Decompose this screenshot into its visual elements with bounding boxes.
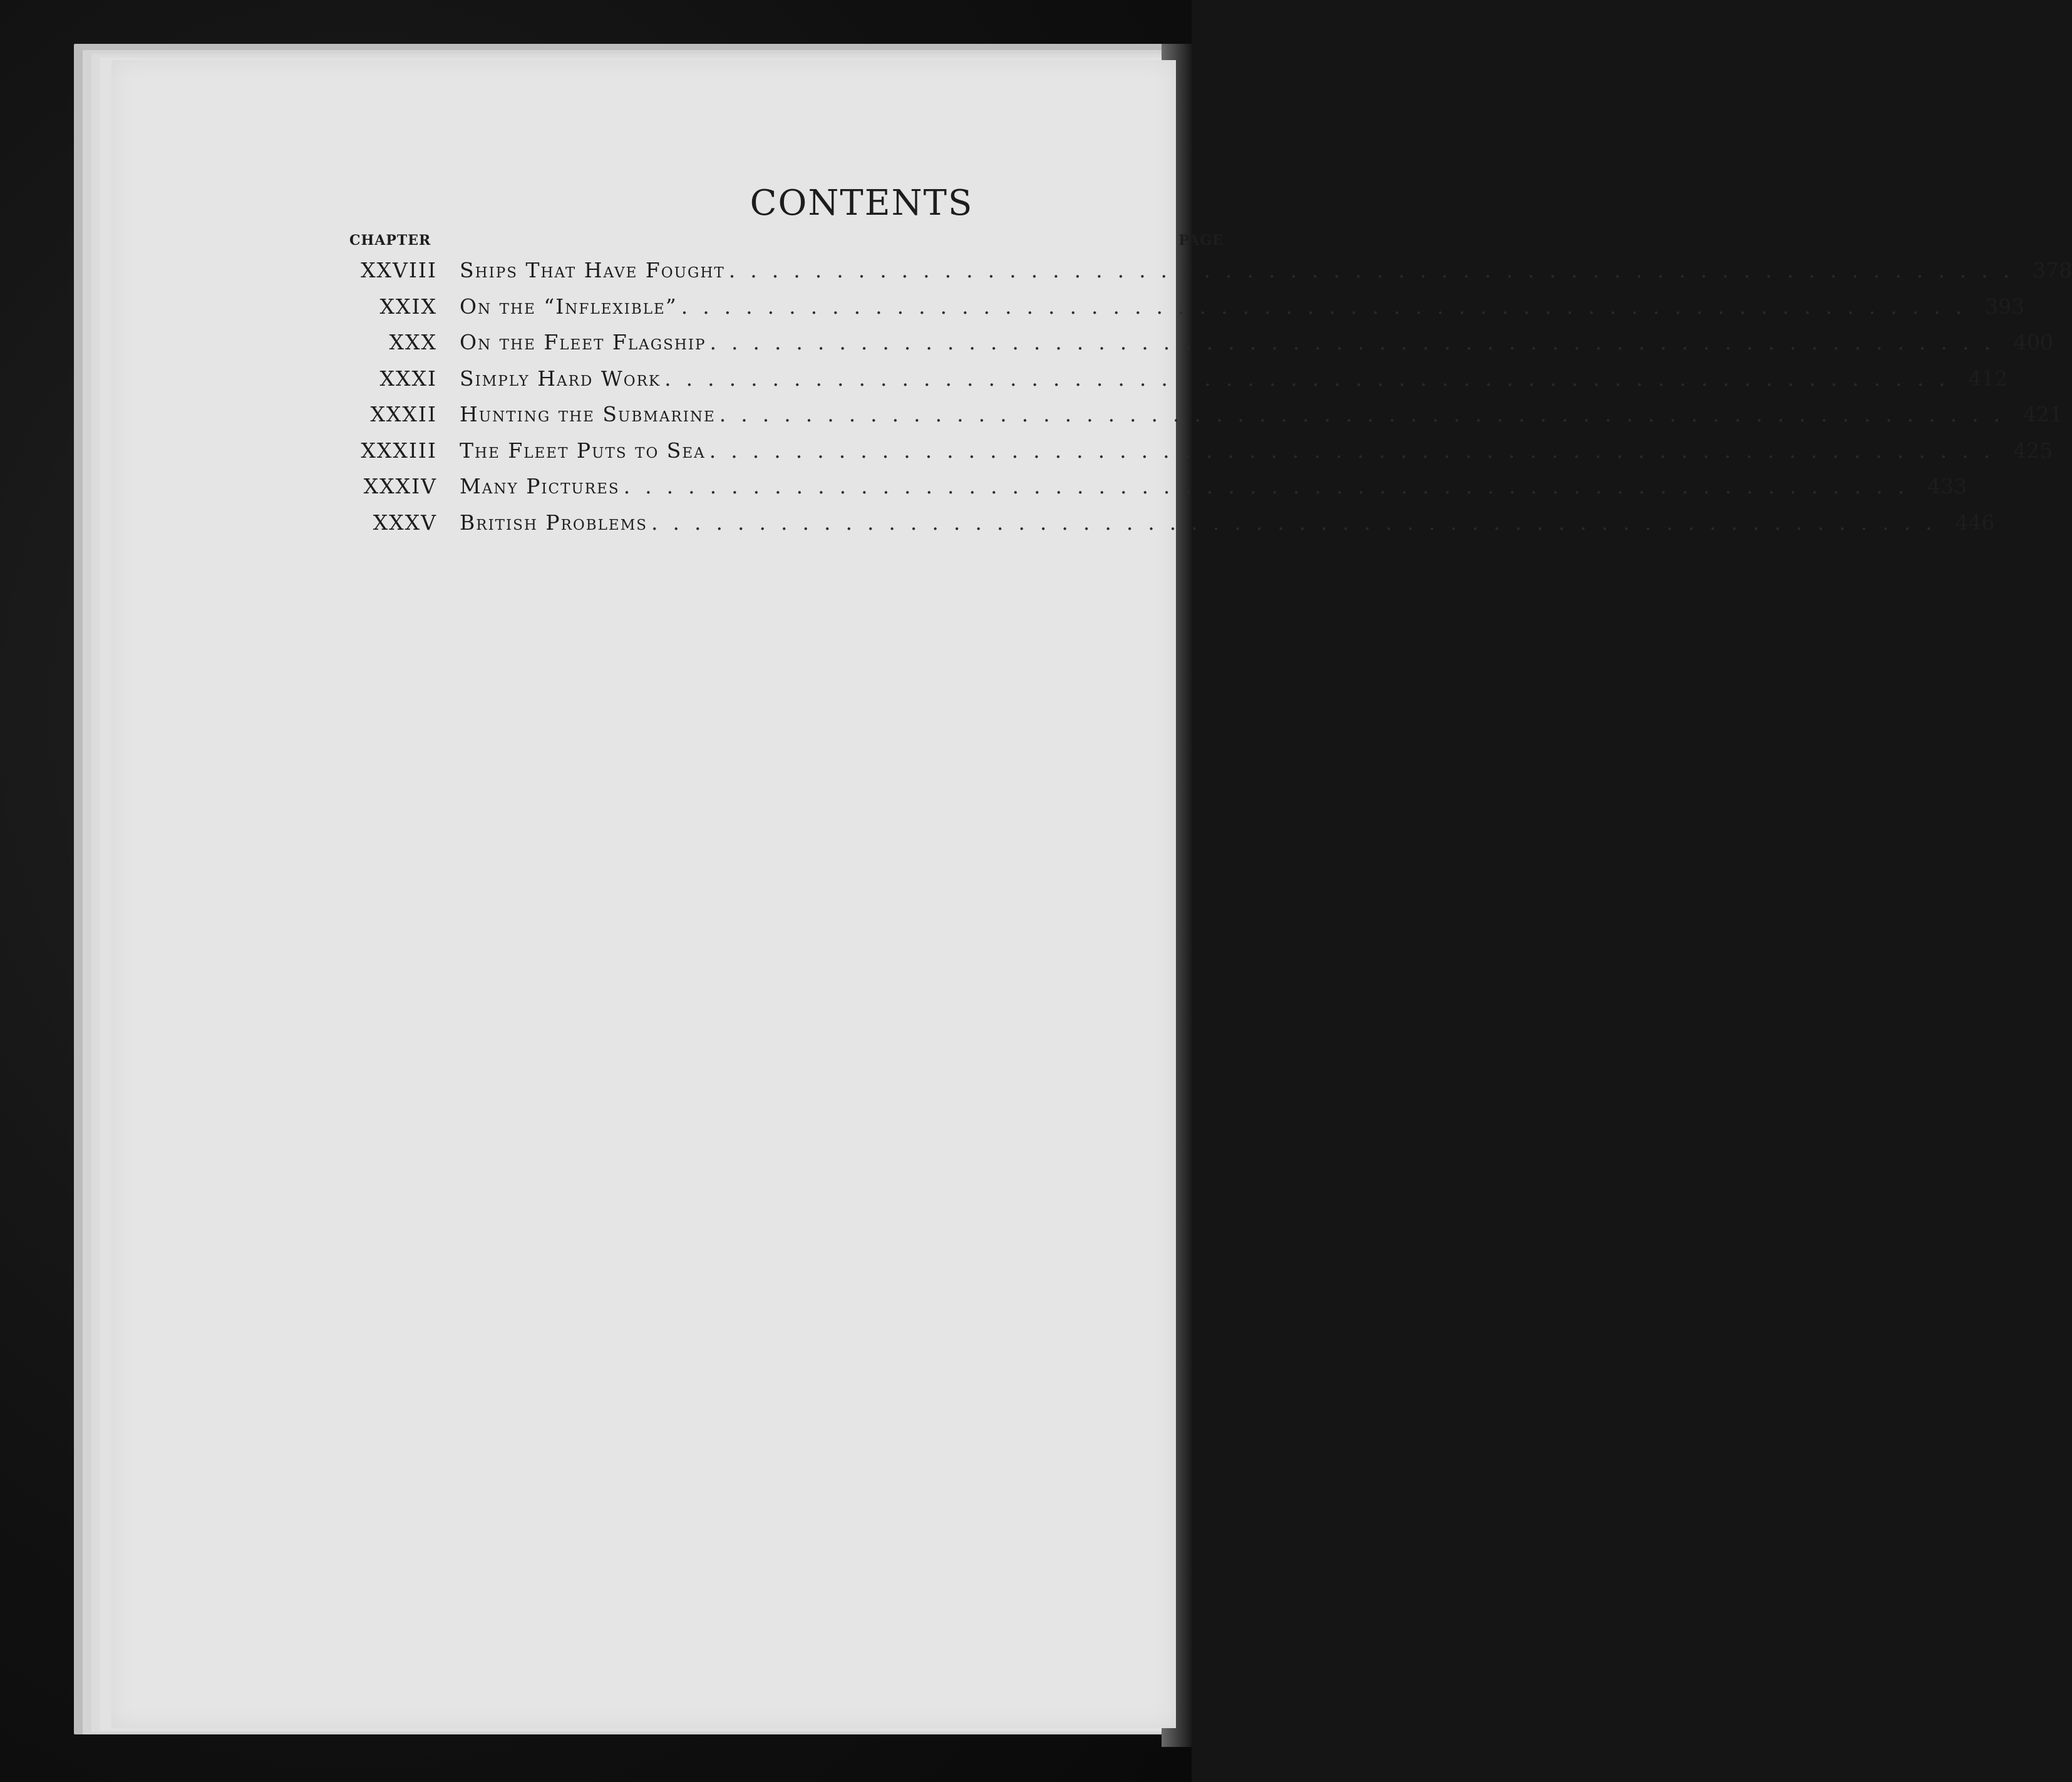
dot-leader: ............................................................ [709, 330, 2006, 354]
chapter-title: On the Fleet Flagship [460, 330, 706, 354]
chapter-number: XXX [389, 330, 437, 354]
chapter-number: XXIX [379, 294, 437, 319]
toc-entry [349, 289, 2025, 325]
toc-entries [349, 252, 2072, 540]
chapter-title: Simply Hard Work [460, 366, 661, 391]
chapter-number: XXVIII [361, 258, 437, 282]
dot-leader: ............................................................ [651, 510, 1947, 535]
page-number: 425 [2013, 438, 2053, 463]
book-page [111, 60, 2072, 1728]
chapter-title: The Fleet Puts to Sea [460, 438, 706, 463]
chapter-column-header: CHAPTER [349, 232, 431, 249]
page-number: 446 [1955, 510, 1995, 535]
dot-leader: ............................................................ [664, 366, 1961, 391]
toc-entry [349, 468, 1967, 505]
chapter-title: On the “Inflexible” [460, 294, 678, 319]
dot-leader: ............................................................ [681, 294, 1977, 319]
chapter-number: XXXIII [361, 438, 437, 463]
chapter-title: Hunting the Submarine [460, 402, 716, 426]
dot-leader: ............................................................ [719, 402, 2016, 426]
chapter-title: Ships That Have Fought [460, 258, 725, 282]
dot-leader: ............................................................ [728, 258, 2025, 282]
page-title: CONTENTS [750, 183, 974, 224]
toc-entry [349, 324, 2053, 361]
page-number: 393 [1985, 294, 2025, 319]
toc-entry [349, 505, 1995, 541]
page-number: 412 [1968, 366, 2008, 391]
toc-entry [349, 396, 2063, 433]
page-column-header: PAGE [1178, 232, 1224, 249]
chapter-number: XXXIV [363, 474, 437, 498]
dot-leader: ............................................................ [709, 438, 2006, 463]
toc-entry [349, 361, 2008, 397]
page-number: 378 [2033, 258, 2072, 282]
page-number: 421 [2023, 402, 2063, 426]
toc-entry [349, 433, 2053, 469]
table-of-contents [349, 183, 2072, 540]
chapter-number: XXXI [379, 366, 437, 391]
toc-entry [349, 252, 2072, 289]
chapter-title: British Problems [460, 510, 648, 535]
dot-leader: ............................................................ [623, 474, 1920, 498]
chapter-title: Many Pictures [460, 474, 620, 498]
page-number: 400 [2013, 330, 2053, 354]
chapter-number: XXXII [370, 402, 437, 426]
page-number: 433 [1927, 474, 1967, 498]
chapter-number: XXXV [373, 510, 437, 535]
column-headers [349, 231, 1224, 250]
